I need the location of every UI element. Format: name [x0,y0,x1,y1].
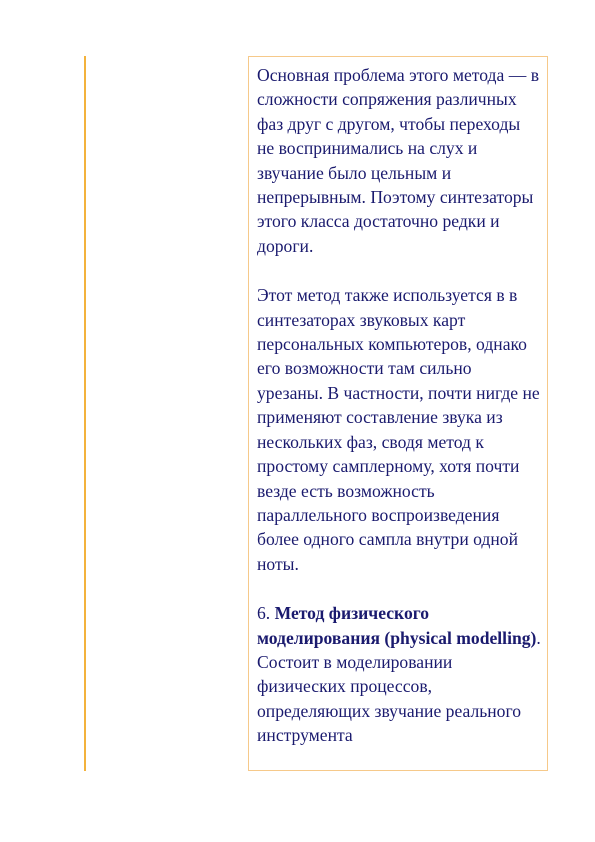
text-column [248,56,548,771]
section-body: . Состоит в моделировании физических процессов, определяющих звучание реального инструмента [257,627,541,746]
paragraph-sound-cards: Этот метод также используется в в синтезаторах звуковых карт персональных компьютеров, однако его возможности там сильно урезаны. В частности, почти нигде не применяют составление звука из нескольких фаз, сводя метод к простому самплерному, хотя почти везде есть возможность параллельного воспроизведения более одного сампла внутри одной ноты. [257,285,540,574]
section-title: Метод физического моделирования (physical modelling) [257,603,537,648]
section-number: 6. [257,603,275,624]
paragraph-physical-modelling [257,601,541,747]
left-margin-rule [84,56,86,771]
paragraph-phase-problem: Основная проблема этого метода — в сложности сопряжения различных фаз друг с другом, чтобы переходы не воспринимались на слух и звучание было цельным и непрерывным. Поэтому синтезаторы этого класса достаточно редки и дороги. [257,65,540,256]
